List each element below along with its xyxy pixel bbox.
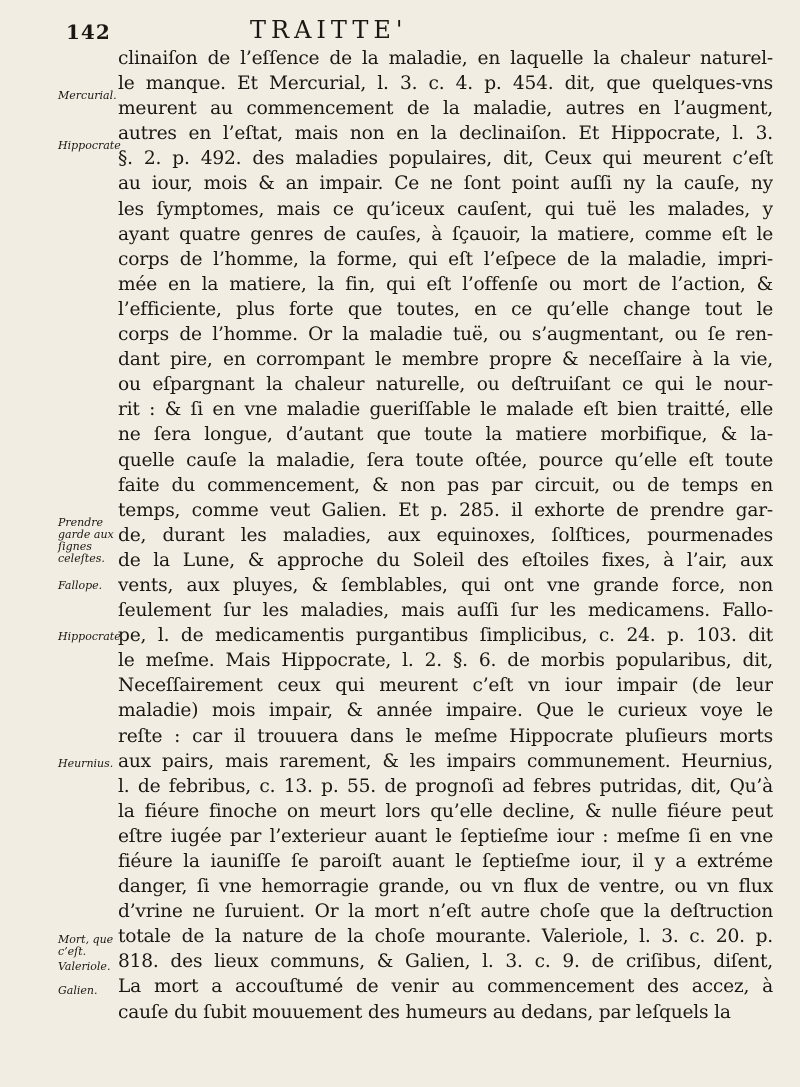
text-line: l. de febribus, c. 13. p. 55. de prognoſi ad febres putridas, dit, Qu’à: [118, 775, 773, 797]
margin-note: Mort, que c’eſt.: [58, 933, 114, 958]
text-line: le manque. Et Mercurial, l. 3. c. 4. p. 454. dit, que quelques-vns: [118, 73, 773, 95]
text-line: de la Lune, & approche du Soleil des eſtoiles fixes, à l’air, aux: [118, 549, 773, 571]
page-number: 142: [66, 20, 111, 44]
text-line: corps de l’homme, la forme, qui eſt l’eſpece de la maladie, impri-: [118, 248, 773, 270]
text-line: clinaiſon de l’eſſence de la maladie, en laquelle la chaleur naturel-: [118, 48, 773, 69]
margin-note: Hippocrate: [58, 139, 121, 152]
text-line: meurent au commencement de la maladie, autres en l’augment,: [118, 98, 773, 120]
text-line: totale de la nature de la choſe mourante. Valeriole, l. 3. c. 20. p.: [118, 926, 773, 948]
text-line: ou eſpargnant la chaleur naturelle, ou deſtruiſant ce qui le nour-: [118, 374, 773, 396]
text-line: pe, l. de medicamentis purgantibus ſimplicibus, c. 24. p. 103. dit: [118, 625, 773, 647]
margin-note: Prendre garde aux ſignes celeſtes.: [58, 516, 114, 565]
text-line: de, durant les maladies, aux equinoxes, ſolſtices, pourmenades: [118, 524, 773, 546]
text-line: corps de l’homme. Or la maladie tuë, ou s’augmentant, ou ſe ren-: [118, 324, 773, 346]
margin-note: Galien.: [58, 984, 98, 997]
text-line: vents, aux pluyes, & ſemblables, qui ont vne grande force, non: [118, 574, 773, 596]
text-line: dant pire, en corrompant le membre propre & neceſſaire à la vie,: [118, 349, 773, 371]
text-line: cauſe du ſubit mouuement des humeurs au dedans, par leſquels la: [118, 1001, 731, 1023]
text-line: rit : & ſi en vne maladie gueriſſable le malade eſt bien traitté, elle: [118, 399, 773, 421]
text-line: les ſymptomes, mais ce qu’iceux cauſent, qui tuë les malades, y: [118, 198, 773, 220]
text-line: autres en l’eſtat, mais non en la declinaiſon. Et Hippocrate, l. 3.: [118, 123, 773, 145]
text-line: l’efficiente, plus forte que toutes, en ce qu’elle change tout le: [118, 298, 773, 320]
margin-note: Fallope.: [58, 579, 103, 592]
text-line: reſte : car il trouuera dans le meſme Hippocrate pluſieurs morts: [118, 725, 773, 747]
text-line: ayant quatre genres de cauſes, à ſçauoir, la matiere, comme eſt le: [118, 223, 773, 245]
text-line: aux pairs, mais rarement, & les impairs communement. Heurnius,: [118, 750, 773, 772]
running-title: TRAITTE': [250, 16, 408, 44]
margin-note: Hippocrate: [58, 630, 121, 643]
text-line: maladie) mois impair, & année impaire. Que le curieux voye le: [118, 700, 773, 722]
text-line: quelle cauſe la maladie, ſera toute oſtée, pource qu’elle eſt toute: [118, 449, 773, 471]
text-line: §. 2. p. 492. des maladies populaires, dit, Ceux qui meurent c’eſt: [118, 148, 773, 170]
text-line: Neceſſairement ceux qui meurent c’eſt vn iour impair (de leur: [118, 675, 773, 697]
text-line: fiéure la iauniſſe ſe paroiſt auant le ſeptieſme iour, il y a extréme: [118, 851, 773, 872]
text-line: 818. des lieux communs, & Galien, l. 3. c. 9. de criſibus, diſent,: [118, 951, 773, 973]
text-line: temps, comme veut Galien. Et p. 285. il exhorte de prendre gar-: [118, 499, 773, 521]
text-line: mée en la matiere, la fin, qui eſt l’offenſe ou mort de l’action, &: [118, 273, 773, 295]
text-line: d’vrine ne ſuruient. Or la mort n’eſt autre choſe que la deſtruction: [118, 901, 773, 923]
text-line: La mort a accouſtumé de venir au commencement des accez, à: [118, 976, 773, 998]
text-line: ne ſera longue, d’autant que toute la matiere morbifique, & la-: [118, 424, 773, 446]
text-line: ſeulement ſur les maladies, mais auſſi ſur les medicamens. Fallo-: [118, 600, 773, 622]
text-line: le meſme. Mais Hippocrate, l. 2. §. 6. de morbis popularibus, dit,: [118, 650, 773, 672]
text-line: faite du commencement, & non pas par circuit, ou de temps en: [118, 474, 773, 496]
page-header: [0, 12, 800, 46]
text-line: au iour, mois & an impair. Ce ne ſont point auſſi ny la cauſe, ny: [118, 173, 773, 195]
main-text: [118, 46, 773, 1025]
text-line: eſtre iugée par l’exterieur auant le ſeptieſme iour : meſme ſi en vne: [118, 825, 773, 847]
text-line: la fiéure finoche on meurt lors qu’elle decline, & nulle fiéure peut: [118, 800, 773, 822]
margin-note: Mercurial.: [58, 89, 117, 102]
text-line: danger, ſi vne hemorragie grande, ou vn flux de ventre, ou vn flux: [118, 876, 773, 898]
margin-note: Heurnius.: [58, 757, 114, 770]
margin-note: Valeriole.: [58, 960, 111, 973]
